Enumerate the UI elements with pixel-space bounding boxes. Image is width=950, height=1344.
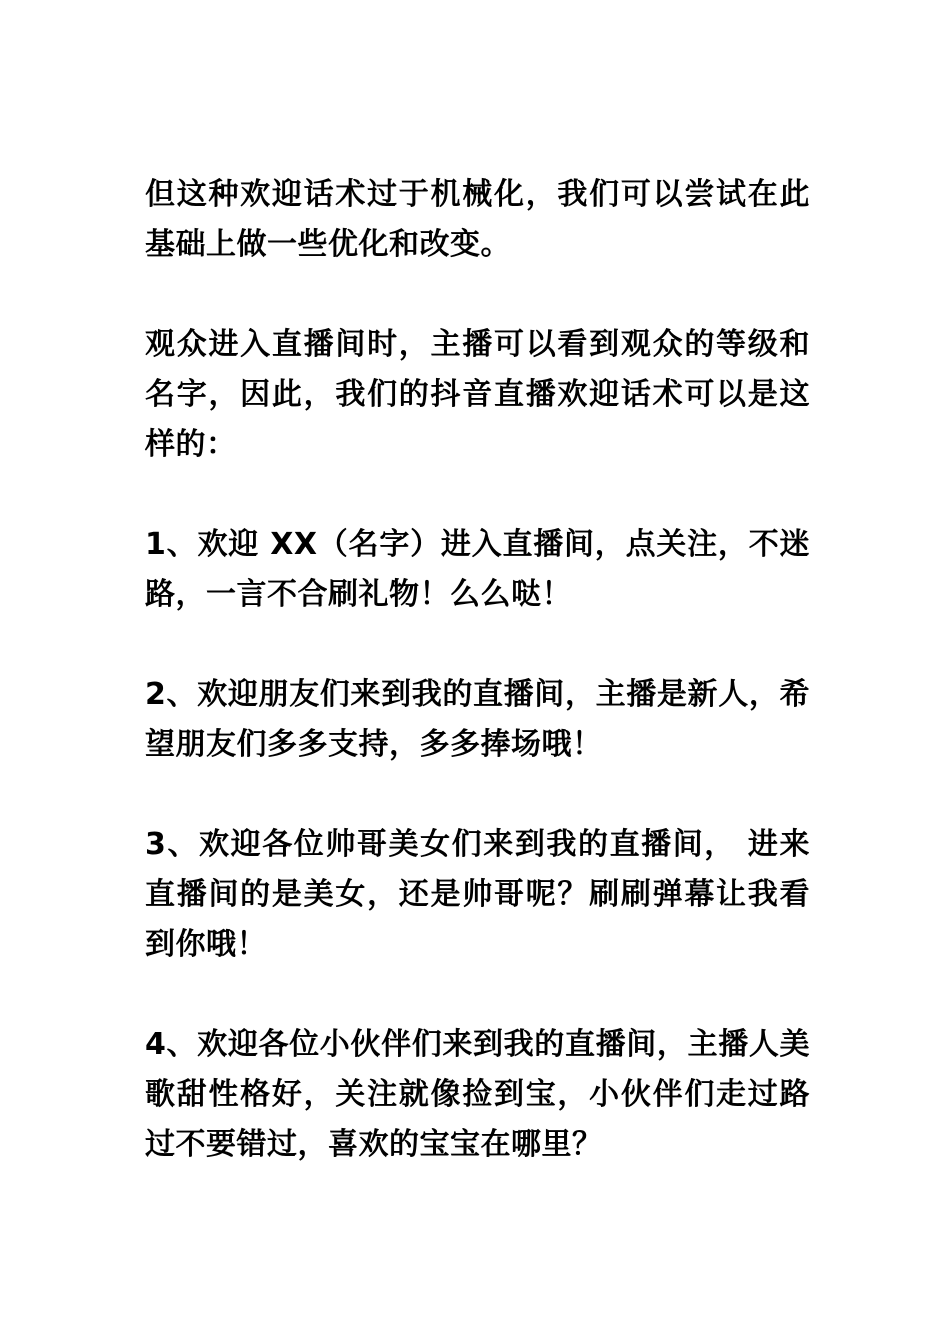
paragraph-item-4: 4、欢迎各位小伙伴们来到我的直播间，主播人美歌甜性格好，关注就像捡到宝，小伙伴们走过路过不要错过，喜欢的宝宝在哪里？ xyxy=(145,1027,810,1162)
paragraph-item-1: 1、欢迎 XX（名字）进入直播间，点关注，不迷路，一言不合刷礼物！么么哒！ xyxy=(145,527,810,612)
document-body xyxy=(145,170,810,1220)
paragraph-item-3: 3、欢迎各位帅哥美女们来到我的直播间， 进来直播间的是美女，还是帅哥呢？刷刷弹幕让我看到你哦！ xyxy=(145,827,810,962)
paragraph-context: 观众进入直播间时，主播可以看到观众的等级和名字，因此，我们的抖音直播欢迎话术可以是这样的： xyxy=(145,327,810,462)
paragraph-intro: 但这种欢迎话术过于机械化，我们可以尝试在此基础上做一些优化和改变。 xyxy=(145,177,810,262)
paragraph-item-2: 2、欢迎朋友们来到我的直播间，主播是新人，希望朋友们多多支持，多多捧场哦！ xyxy=(145,677,810,762)
